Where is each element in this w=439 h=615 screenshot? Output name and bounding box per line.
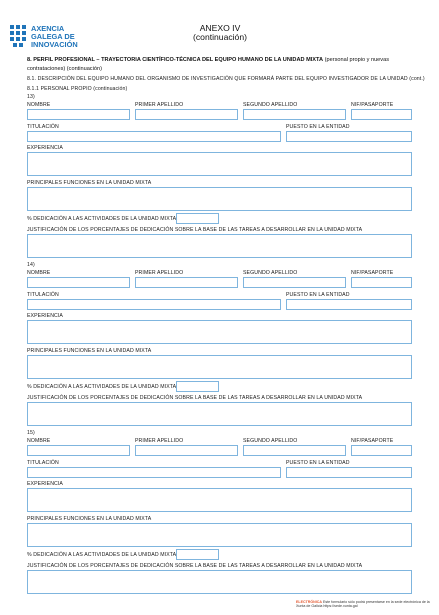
galicia-emblem-icon xyxy=(8,24,28,50)
primer-apellido-label: PRIMER APELLIDO xyxy=(135,438,184,444)
justificacion-label: JUSTIFICACIÓN DE LOS PORCENTAJES DE DEDICACIÓN SOBRE LA BASE DE LAS TAREAS A DESARROLLAR EN LA UNIDAD MIXTA xyxy=(27,227,363,233)
justificacion-field[interactable] xyxy=(27,234,412,258)
annex-subtitle: (continuación) xyxy=(193,32,247,42)
nif-label: NIF/PASAPORTE xyxy=(351,438,394,444)
funciones-label: PRINCIPALES FUNCIONES EN LA UNIDAD MIXTA xyxy=(27,516,152,522)
primer-apellido-label: PRIMER APELLIDO xyxy=(135,270,184,276)
experiencia-label: EXPERIENCIA xyxy=(27,481,63,487)
titulacion-label: TITULACIÓN xyxy=(27,124,59,130)
subsection-8-1-1-title: 8.1.1 PERSONAL PROPIO (continuación) xyxy=(27,86,128,92)
section-title-rest: (personal propio y nuevas contrataciones) (continuación) xyxy=(27,57,389,72)
titulacion-field[interactable] xyxy=(27,299,281,310)
section-title-main: 8. PERFIL PROFESIONAL – TRAYECTORIA CIENTÍFICO-TÉCNICA DEL EQUIPO HUMANO DE LA UNIDAD MIXTA xyxy=(27,57,324,63)
justificacion-label: JUSTIFICACIÓN DE LOS PORCENTAJES DE DEDICACIÓN SOBRE LA BASE DE LAS TAREAS A DESARROLLAR EN LA UNIDAD MIXTA xyxy=(27,395,363,401)
logo-line-3: INNOVACIÓN xyxy=(31,40,78,50)
titulacion-label: TITULACIÓN xyxy=(27,292,59,298)
puesto-field[interactable] xyxy=(286,131,412,142)
logo-line-2: GALEGA DE xyxy=(31,32,75,42)
experiencia-label: EXPERIENCIA xyxy=(27,145,63,151)
experiencia-field[interactable] xyxy=(27,152,412,176)
dedicacion-label: % DEDICACIÓN A LAS ACTIVIDADES DE LA UNIDAD MIXTA xyxy=(27,384,177,390)
nombre-label: NOMBRE xyxy=(27,102,51,108)
titulacion-label: TITULACIÓN xyxy=(27,460,59,466)
nombre-label: NOMBRE xyxy=(27,438,51,444)
primer-apellido-label: PRIMER APELLIDO xyxy=(135,102,184,108)
footer-text: Este formulario sólo podrá presentarse en la sede electrónica de la Xunta de Galicia https://sede.xunta.gal xyxy=(296,600,430,609)
primer-apellido-field[interactable] xyxy=(135,277,238,288)
segundo-apellido-field[interactable] xyxy=(243,109,346,120)
justificacion-label: JUSTIFICACIÓN DE LOS PORCENTAJES DE DEDICACIÓN SOBRE LA BASE DE LAS TAREAS A DESARROLLAR EN LA UNIDAD MIXTA xyxy=(27,563,363,569)
primer-apellido-field[interactable] xyxy=(135,109,238,120)
nif-field[interactable] xyxy=(351,109,412,120)
dedicacion-label: % DEDICACIÓN A LAS ACTIVIDADES DE LA UNIDAD MIXTA xyxy=(27,552,177,558)
funciones-label: PRINCIPALES FUNCIONES EN LA UNIDAD MIXTA xyxy=(27,348,152,354)
section-title xyxy=(27,56,417,73)
segundo-apellido-label: SEGUNDO APELLIDO xyxy=(243,438,298,444)
titulacion-field[interactable] xyxy=(27,131,281,142)
annex-title: ANEXO IV xyxy=(199,23,241,33)
footer-note xyxy=(296,600,436,609)
titulacion-field[interactable] xyxy=(27,467,281,478)
logo-wordmark xyxy=(31,25,78,50)
nif-field[interactable] xyxy=(351,445,412,456)
subsection-8-1-title: 8.1. DESCRIPCIÓN DEL EQUIPO HUMANO DEL ORGANISMO DE INVESTIGACIÓN QUE FORMARÁ PARTE DEL EQUIPO INVESTIGADOR DE LA UNIDAD (cont.) xyxy=(27,76,425,82)
dedicacion-label: % DEDICACIÓN A LAS ACTIVIDADES DE LA UNIDAD MIXTA xyxy=(27,216,177,222)
nombre-field[interactable] xyxy=(27,277,130,288)
puesto-label: PUESTO EN LA ENTIDAD xyxy=(286,460,350,466)
funciones-field[interactable] xyxy=(27,187,412,211)
dedicacion-field[interactable] xyxy=(176,213,219,224)
nif-label: NIF/PASAPORTE xyxy=(351,102,394,108)
funciones-field[interactable] xyxy=(27,523,412,547)
experiencia-field[interactable] xyxy=(27,488,412,512)
block-number: 15) xyxy=(27,430,35,436)
block-number: 14) xyxy=(27,262,35,268)
segundo-apellido-label: SEGUNDO APELLIDO xyxy=(243,102,298,108)
dedicacion-field[interactable] xyxy=(176,381,219,392)
experiencia-label: EXPERIENCIA xyxy=(27,313,63,319)
segundo-apellido-field[interactable] xyxy=(243,445,346,456)
justificacion-field[interactable] xyxy=(27,402,412,426)
agency-logo xyxy=(8,24,104,50)
nif-field[interactable] xyxy=(351,277,412,288)
funciones-field[interactable] xyxy=(27,355,412,379)
funciones-label: PRINCIPALES FUNCIONES EN LA UNIDAD MIXTA xyxy=(27,180,152,186)
nombre-field[interactable] xyxy=(27,109,130,120)
block-number: 13) xyxy=(27,94,35,100)
puesto-field[interactable] xyxy=(286,299,412,310)
puesto-field[interactable] xyxy=(286,467,412,478)
segundo-apellido-field[interactable] xyxy=(243,277,346,288)
puesto-label: PUESTO EN LA ENTIDAD xyxy=(286,292,350,298)
nombre-label: NOMBRE xyxy=(27,270,51,276)
nombre-field[interactable] xyxy=(27,445,130,456)
primer-apellido-field[interactable] xyxy=(135,445,238,456)
segundo-apellido-label: SEGUNDO APELLIDO xyxy=(243,270,298,276)
puesto-label: PUESTO EN LA ENTIDAD xyxy=(286,124,350,130)
justificacion-field[interactable] xyxy=(27,570,412,594)
logo-line-1: AXENCIA xyxy=(31,24,65,33)
footer-brand: ELECTRÓNICA xyxy=(296,600,322,604)
dedicacion-field[interactable] xyxy=(176,549,219,560)
nif-label: NIF/PASAPORTE xyxy=(351,270,394,276)
experiencia-field[interactable] xyxy=(27,320,412,344)
